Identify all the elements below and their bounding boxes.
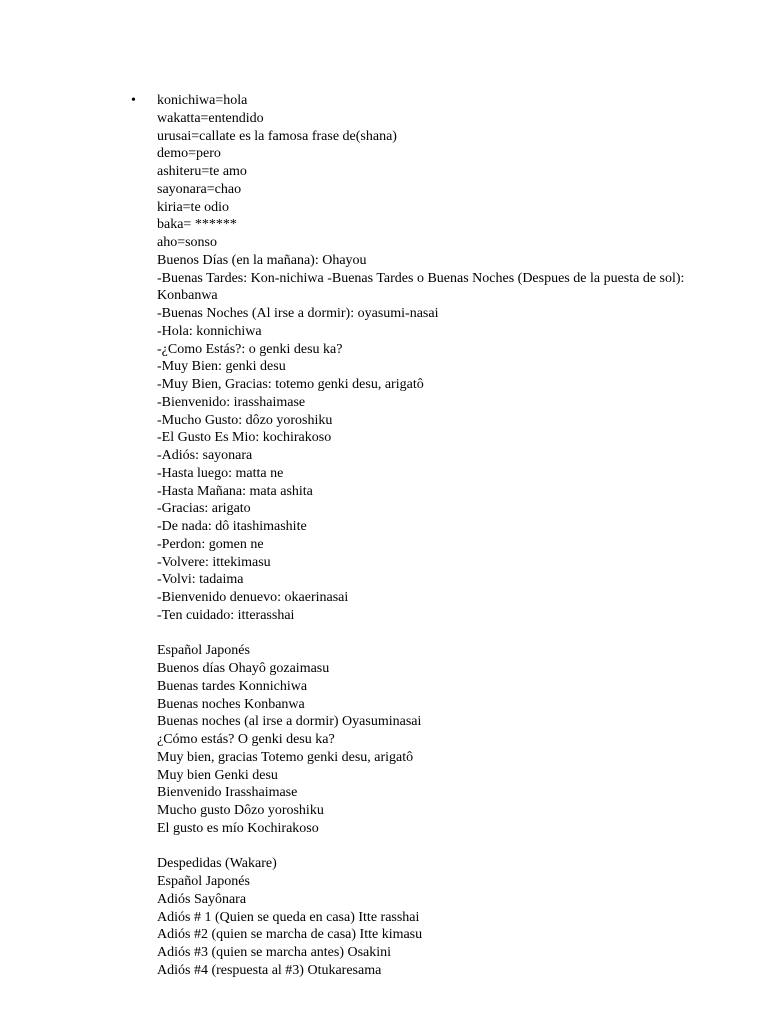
text-line: -Buenas Noches (Al irse a dormir): oyasumi-nasai xyxy=(157,306,439,321)
text-line: Adiós #3 (quien se marcha antes) Osakini xyxy=(157,945,392,960)
text-line: -Buenas Tardes: Kon-nichiwa -Buenas Tardes o Buenas Noches (Despues de la puesta de sol): Konbanwa xyxy=(157,270,688,304)
text-line: ¿Cómo estás? O genki desu ka? xyxy=(157,732,335,747)
text-line: Buenos días Ohayô gozaimasu xyxy=(157,661,330,676)
text-line: -Hasta luego: matta ne xyxy=(157,465,284,481)
text-line: Adiós #2 (quien se marcha de casa) Itte kimasu xyxy=(157,927,423,943)
text-line: aho=sonso xyxy=(157,235,218,250)
text-line: Buenas noches Konbanwa xyxy=(157,696,305,712)
text-line: -Hasta Mañana: mata ashita xyxy=(157,483,313,499)
text-line: -Muy Bien, Gracias: totemo genki desu, arigatô xyxy=(157,377,424,392)
text-line: baka= ****** xyxy=(157,217,237,233)
text-line: Español Japonés xyxy=(157,643,250,659)
text-line: Buenos Días (en la mañana): Ohayou xyxy=(157,252,367,268)
text-line: Muy bien, gracias Totemo genki desu, arigatô xyxy=(157,749,414,765)
text-line: ashiteru=te amo xyxy=(157,164,247,179)
text-section xyxy=(157,92,697,625)
text-line: -Muy Bien: genki desu xyxy=(157,359,286,375)
text-line: -Perdon: gomen ne xyxy=(157,536,264,552)
text-line: -Bienvenido: irasshaimase xyxy=(157,394,306,410)
text-line: -Mucho Gusto: dôzo yoroshiku xyxy=(157,412,333,428)
document-text xyxy=(157,92,697,980)
text-line: Adiós #4 (respuesta al #3) Otukaresama xyxy=(157,962,382,978)
text-line: Muy bien Genki desu xyxy=(157,767,278,783)
text-line: -Adiós: sayonara xyxy=(157,448,253,463)
text-line: -Ten cuidado: itterasshai xyxy=(157,607,295,623)
section-gap xyxy=(157,838,697,856)
text-line: demo=pero xyxy=(157,146,221,162)
text-line: -Bienvenido denuevo: okaerinasai xyxy=(157,590,349,605)
text-section xyxy=(157,855,697,979)
text-line: Despedidas (Wakare) xyxy=(157,856,277,872)
text-line: -¿Como Estás?: o genki desu ka? xyxy=(157,341,343,357)
bullet-marker: • xyxy=(131,93,136,108)
text-line: kiria=te odio xyxy=(157,199,230,215)
text-line: -Gracias: arigato xyxy=(157,501,251,517)
text-line: Buenas noches (al irse a dormir) Oyasuminasai xyxy=(157,714,422,730)
text-line: urusai=callate es la famosa frase de(shana) xyxy=(157,128,397,144)
text-line: wakatta=entendido xyxy=(157,110,264,126)
text-line: Bienvenido Irasshaimase xyxy=(157,785,298,801)
text-line: Español Japonés xyxy=(157,874,250,889)
text-line: -De nada: dô itashimashite xyxy=(157,519,307,534)
text-line: -Volvere: ittekimasu xyxy=(157,554,271,570)
text-line: El gusto es mío Kochirakoso xyxy=(157,820,319,836)
text-line: Mucho gusto Dôzo yoroshiku xyxy=(157,803,324,818)
text-line: Adiós # 1 (Quien se queda en casa) Itte rasshai xyxy=(157,909,420,925)
text-line: Adiós Sayônara xyxy=(157,891,247,907)
text-line: konichiwa=hola xyxy=(157,93,248,108)
text-line: -Volvi: tadaima xyxy=(157,572,244,588)
section-gap xyxy=(157,625,697,643)
text-line: Buenas tardes Konnichiwa xyxy=(157,678,308,694)
text-line: -Hola: konnichiwa xyxy=(157,323,262,339)
text-line: -El Gusto Es Mio: kochirakoso xyxy=(157,430,332,446)
text-line: sayonara=chao xyxy=(157,181,242,197)
text-section xyxy=(157,642,697,837)
